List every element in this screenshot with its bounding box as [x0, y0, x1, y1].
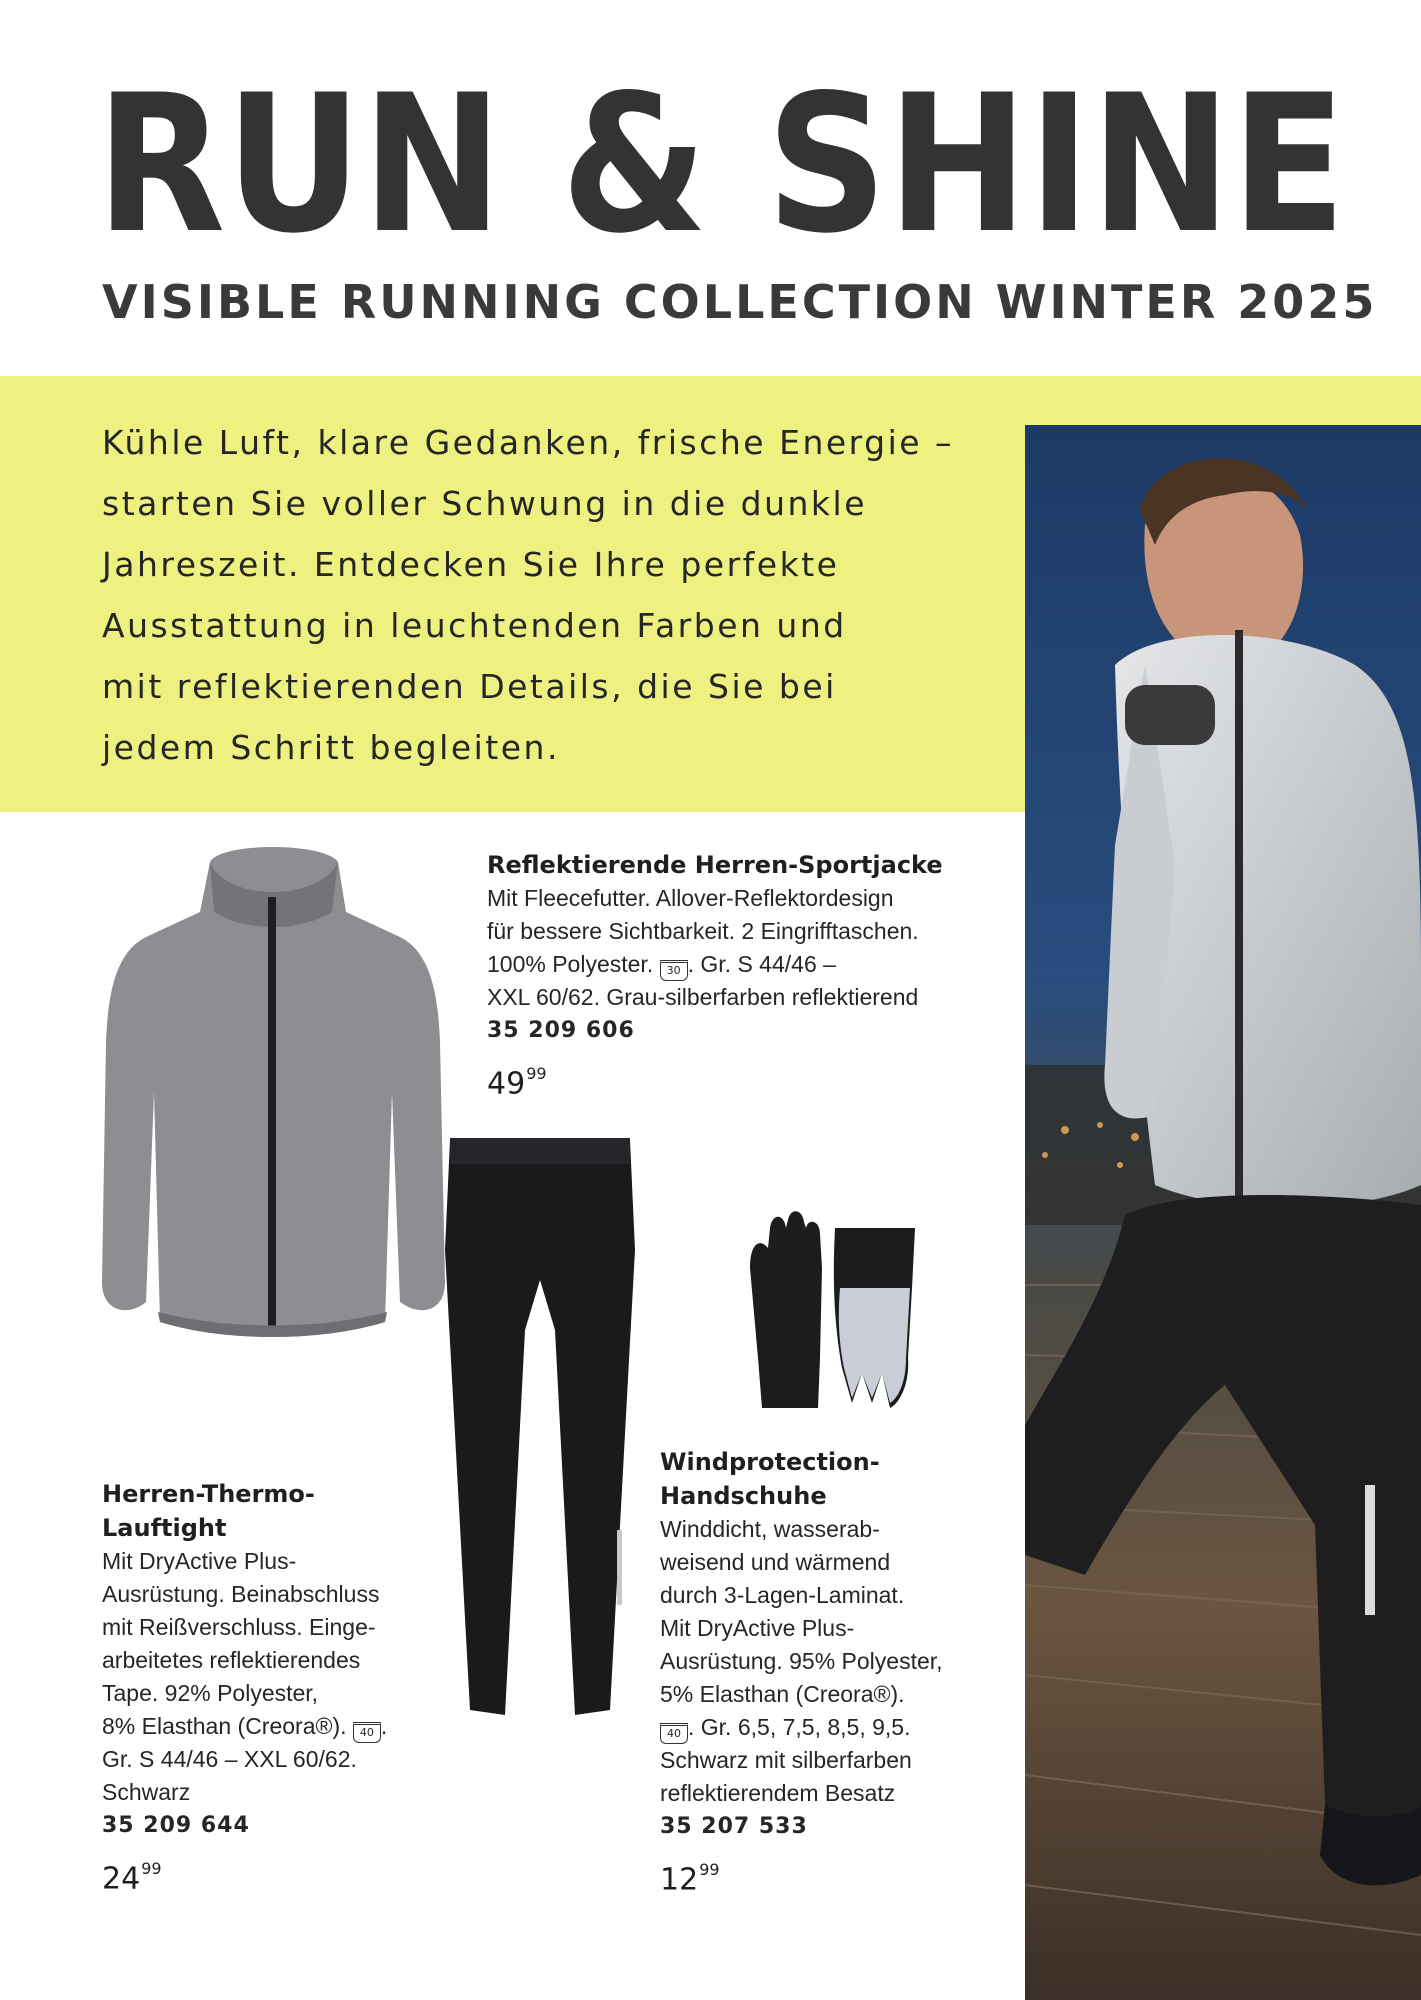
article-number: 35 209 644 [102, 1813, 250, 1838]
article-number: 35 209 606 [487, 1018, 635, 1043]
product-text: Tape. 92% Polyester, [102, 1680, 319, 1706]
product-text: Ausrüstung. 95% Polyester, [660, 1648, 943, 1674]
price-main: 12 [660, 1862, 699, 1898]
product-title: Reflektierende Herren-Sportjacke [487, 851, 943, 879]
price-cents: 99 [526, 1064, 547, 1083]
product-text [660, 1711, 943, 1744]
product-text: 5% Elasthan (Creora®). [660, 1681, 905, 1707]
page-title-text: RUN & SHINE [96, 54, 1346, 275]
article-number: 35 207 533 [660, 1814, 808, 1839]
price-cents: 99 [699, 1860, 720, 1879]
product-text: mit Reißverschluss. Einge- [102, 1614, 376, 1640]
product-text: Gr. S 44/46 – XXL 60/62. [102, 1746, 357, 1772]
product-text-part: 100% Polyester. [487, 951, 654, 977]
product-text: Mit Fleecefutter. Allover-Reflektordesign [487, 885, 894, 911]
product-text: weisend und wärmend [660, 1549, 891, 1575]
product-gloves [660, 1445, 943, 1899]
price [487, 1055, 943, 1103]
product-title: Lauftight [102, 1514, 227, 1542]
product-text-part: . Gr. 6,5, 7,5, 8,5, 9,5. [688, 1714, 911, 1740]
product-tights [102, 1477, 387, 1898]
product-text: Mit DryActive Plus- [660, 1615, 855, 1641]
product-text: Schwarz mit silberfarben [660, 1747, 912, 1773]
product-text: Winddicht, wasserab- [660, 1516, 880, 1542]
product-text: Schwarz [102, 1779, 191, 1805]
price-cents: 99 [141, 1859, 162, 1878]
page-subtitle: VISIBLE RUNNING COLLECTION WINTER 2025 [102, 275, 1378, 329]
wash-symbol-icon: 30 [660, 960, 688, 981]
wash-symbol-icon: 40 [353, 1722, 381, 1743]
product-title: Herren-Thermo- [102, 1480, 315, 1508]
page-title [96, 54, 1346, 275]
intro-line: Kühle Luft, klare Gedanken, frische Energie – [102, 423, 955, 462]
intro-line: mit reflektierenden Details, die Sie bei [102, 667, 837, 706]
product-text: XXL 60/62. Grau-silberfarben reflektierend [487, 984, 919, 1010]
intro-line: Ausstattung in leuchtenden Farben und [102, 606, 847, 645]
runner-photo [1025, 425, 1421, 2000]
product-title: Handschuhe [660, 1482, 827, 1510]
product-text: Ausrüstung. Beinabschluss [102, 1581, 380, 1607]
product-text-part: 8% Elasthan (Creora®). [102, 1713, 347, 1739]
intro-line: Jahreszeit. Entdecken Sie Ihre perfekte [102, 545, 840, 584]
intro-line: jedem Schritt begleiten. [102, 728, 560, 767]
intro-line: starten Sie voller Schwung in die dunkle [102, 484, 867, 523]
product-text: für bessere Sichtbarkeit. 2 Eingrifftaschen. [487, 918, 919, 944]
product-text-part: . Gr. S 44/46 – [687, 951, 836, 977]
product-jacket [487, 848, 943, 1103]
jacket-icon [100, 842, 445, 1342]
product-text [102, 1710, 387, 1743]
product-text-part: . [380, 1713, 388, 1739]
price [660, 1851, 943, 1899]
tights-icon [430, 1130, 650, 1720]
product-title: Windprotection- [660, 1448, 880, 1476]
price-main: 49 [487, 1066, 526, 1102]
product-text: reflektierendem Besatz [660, 1780, 896, 1806]
price [102, 1850, 387, 1898]
intro-text [102, 412, 1002, 778]
wash-symbol-icon: 40 [660, 1723, 688, 1744]
product-text: Mit DryActive Plus- [102, 1548, 297, 1574]
product-text: arbeitetes reflektierendes [102, 1647, 361, 1673]
price-main: 24 [102, 1861, 141, 1897]
product-text [487, 948, 943, 981]
product-text: durch 3-Lagen-Laminat. [660, 1582, 905, 1608]
gloves-icon [740, 1208, 920, 1418]
